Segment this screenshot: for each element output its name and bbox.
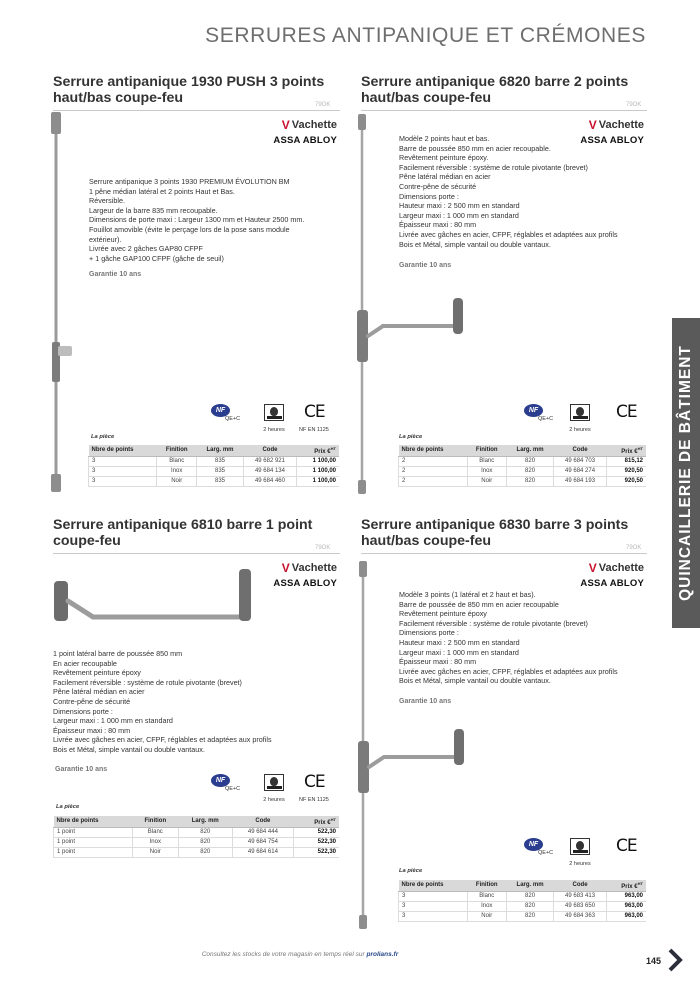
certifications — [524, 404, 644, 438]
cell-finition: Noir — [133, 847, 179, 857]
bottom-bolt-housing — [51, 474, 61, 492]
top-bolt-housing — [358, 114, 366, 130]
fire-resistance-icon — [264, 404, 284, 421]
product-title — [53, 74, 324, 106]
description-line: Épaisseur maxi : 80 mm — [399, 657, 477, 667]
price-table — [53, 816, 339, 858]
nf-logo-icon: NF — [211, 404, 230, 417]
table-row — [54, 837, 340, 847]
cell-code: 49 684 274 — [554, 466, 607, 476]
nf-sub-label: QE+C — [538, 416, 554, 422]
cell-code: 49 684 703 — [554, 456, 607, 466]
description-line: Livrée avec gâches en acier, CFPF, réglables et adaptées aux profils — [399, 666, 618, 676]
table-row — [89, 466, 340, 476]
nf-sub-label: QE+C — [225, 416, 241, 422]
product-description — [399, 590, 647, 686]
push-bar — [68, 601, 239, 617]
table-row — [54, 847, 340, 857]
cell-code: 49 684 134 — [244, 466, 297, 476]
product-title-line1: Serrure antipanique 6830 barre 3 points — [361, 517, 629, 533]
col-price — [296, 445, 339, 456]
description-line: Contre-pêne de sécurité — [53, 696, 131, 706]
description-line: Dimensions porte : — [399, 191, 459, 201]
certifications — [211, 404, 341, 438]
product-6810 — [53, 517, 340, 867]
col-width: Larg. mm — [196, 445, 243, 456]
col-price-label: Prix € — [314, 448, 331, 455]
description-line: 1 pêne médian latéral et 2 points Haut et Bas. — [89, 186, 235, 196]
top-bolt-housing — [51, 112, 61, 134]
cell-points: 1 point — [54, 827, 133, 837]
arrow-chevron — [670, 950, 680, 970]
col-price — [293, 816, 339, 827]
table-row — [399, 466, 647, 476]
cell-price: 522,30 — [293, 827, 339, 837]
description-line: Contre-pêne de sécurité — [399, 181, 477, 191]
code-mark: 79OK — [626, 545, 642, 551]
description-line: Livrée avec gâches en acier, CFPF, réglables et adaptées aux profils — [53, 735, 272, 745]
table-row — [54, 827, 340, 837]
category-side-tab — [672, 318, 700, 628]
brand-name: Vachette — [598, 562, 644, 574]
cell-price: 522,30 — [293, 837, 339, 847]
description-line: Réversible. — [89, 196, 125, 206]
cell-code: 49 684 614 — [232, 847, 293, 857]
vachette-v-icon: V — [281, 118, 290, 132]
product-title-line2: haut/bas coupe-feu — [361, 90, 492, 106]
product-title-line2: haut/bas coupe-feu — [361, 533, 492, 549]
col-code: Code — [554, 880, 607, 891]
description-line: Pêne latéral médian en acier — [399, 172, 491, 182]
brand-group: ASSA ABLOY — [273, 135, 337, 146]
table-header-row — [54, 816, 340, 827]
table-header-row — [399, 880, 647, 891]
description-line: Hauteur maxi : 2 500 mm en standard — [399, 637, 520, 647]
description-line: Livrée avec gâches en acier, CFPF, réglables et adaptées aux profils — [399, 229, 618, 239]
product-title — [361, 74, 628, 106]
description-line: Modèle 3 points (1 latéral et 2 haut et bas). — [399, 590, 536, 599]
cell-finition: Noir — [467, 476, 506, 486]
cell-price: 1 100,00 — [296, 456, 339, 466]
col-price — [606, 445, 646, 456]
description-line: Facilement réversible : système de rotule pivotante (brevet) — [399, 618, 588, 628]
col-finition: Finition — [157, 445, 196, 456]
description-line: Bois et Métal, simple vantail ou double vantaux. — [399, 676, 551, 686]
table-row — [399, 901, 647, 911]
product-description — [399, 134, 647, 249]
description-line: Largeur maxi : 1 000 mm en standard — [53, 716, 173, 726]
nf-logo-icon: NF — [524, 404, 543, 417]
cell-width: 820 — [507, 466, 554, 476]
bottom-bolt-housing — [359, 915, 367, 929]
table-row — [399, 456, 647, 466]
cell-finition: Inox — [467, 466, 506, 476]
antipanic-6810-illustration — [53, 567, 253, 637]
brand-name: Vachette — [598, 119, 644, 131]
description-line: + 1 gâche GAP100 CFPF (gâche de seuil) — [89, 253, 224, 263]
col-price-sup: HT — [330, 816, 336, 822]
col-points: Nbre de points — [89, 445, 157, 456]
table-header-row — [399, 445, 647, 456]
cell-points: 3 — [89, 476, 157, 486]
vachette-v-icon: V — [588, 118, 597, 132]
cell-code: 49 683 413 — [554, 891, 607, 901]
cell-points: 3 — [399, 901, 468, 911]
description-line: Bois et Métal, simple vantail ou double vantaux. — [399, 239, 551, 249]
standard-label: NF EN 1125 — [299, 797, 329, 803]
product-title-line2: haut/bas coupe-feu — [53, 90, 184, 106]
cell-width: 820 — [178, 847, 232, 857]
cell-width: 820 — [507, 901, 554, 911]
unit-label: La pièce — [399, 868, 423, 874]
col-price-label: Prix € — [314, 819, 331, 826]
code-mark: 79OK — [315, 102, 331, 108]
fire-duration-label: 2 heures — [263, 797, 285, 803]
product-description — [89, 177, 339, 263]
cell-finition: Noir — [157, 476, 196, 486]
fire-resistance-icon — [570, 404, 590, 421]
cell-price: 963,00 — [606, 911, 646, 921]
cell-width: 820 — [507, 476, 554, 486]
vachette-v-icon: V — [281, 561, 290, 575]
col-finition: Finition — [467, 880, 506, 891]
description-line: Facilement réversible : système de rotule pivotante (brevet) — [399, 162, 588, 172]
product-6830 — [361, 517, 647, 937]
col-price-label: Prix € — [621, 883, 638, 890]
title-divider — [361, 110, 647, 111]
cell-price: 963,00 — [606, 901, 646, 911]
col-price — [606, 880, 646, 891]
cell-points: 2 — [399, 466, 468, 476]
description-line: Fouillot amovible (évite le perçage lors de la pose sans module — [89, 224, 290, 234]
cell-points: 3 — [399, 891, 468, 901]
cell-finition: Blanc — [467, 891, 506, 901]
unit-label: La pièce — [56, 804, 80, 810]
code-mark: 79OK — [626, 102, 642, 108]
table-row — [399, 476, 647, 486]
unit-label: La pièce — [91, 434, 115, 440]
cell-finition: Inox — [157, 466, 196, 476]
brand-group: ASSA ABLOY — [273, 578, 337, 589]
guarantee-text: Garantie 10 ans — [55, 766, 108, 773]
push-bar — [369, 757, 460, 767]
col-code: Code — [244, 445, 297, 456]
description-line: Facilement réversible : système de rotule pivotante (brevet) — [53, 677, 242, 687]
product-6820 — [361, 74, 647, 494]
table-row — [89, 476, 340, 486]
nf-logo-icon: NF — [211, 774, 230, 787]
product-title-line1: Serrure antipanique 6820 barre 2 points — [361, 74, 629, 90]
cell-price: 815,12 — [606, 456, 646, 466]
col-price-sup: HT — [637, 880, 643, 886]
description-line: Livrée avec 2 gâches GAP80 CFPF — [89, 244, 203, 254]
code-mark: 79OK — [315, 545, 331, 551]
cell-points: 1 point — [54, 847, 133, 857]
cell-code: 49 684 460 — [244, 476, 297, 486]
certifications — [211, 774, 341, 808]
col-finition: Finition — [467, 445, 506, 456]
description-line: Dimensions porte : — [399, 628, 459, 638]
bottom-bolt-housing — [358, 480, 366, 494]
push-bar-end — [58, 346, 72, 356]
cell-code: 49 684 193 — [554, 476, 607, 486]
nf-sub-label: QE+C — [225, 786, 241, 792]
cell-width: 835 — [196, 456, 243, 466]
description-line: Dimensions de porte maxi : Largeur 1300 mm et Hauteur 2500 mm. — [89, 215, 305, 225]
cell-width: 835 — [196, 466, 243, 476]
ce-mark-icon: CE — [616, 402, 637, 422]
footer-link[interactable]: prolians.fr — [366, 951, 399, 958]
description-line: Largeur maxi : 1 000 mm en standard — [399, 210, 519, 220]
col-code: Code — [554, 445, 607, 456]
description-line: En acier recoupable — [53, 658, 117, 668]
title-divider — [53, 553, 340, 554]
cell-width: 820 — [507, 911, 554, 921]
nf-sub-label: QE+C — [538, 850, 554, 856]
cell-points: 1 point — [54, 837, 133, 847]
description-line: Serrure antipanique 3 points 1930 PREMIUM ÉVOLUTION BM — [89, 177, 290, 186]
cell-price: 920,50 — [606, 476, 646, 486]
antipanic-1930-illustration — [49, 112, 75, 494]
description-line: Largeur de la barre 835 mm recoupable. — [89, 205, 218, 215]
next-page-arrow-icon[interactable] — [668, 948, 684, 972]
cell-width: 820 — [507, 891, 554, 901]
product-title — [53, 517, 312, 549]
col-price-sup: HT — [637, 445, 643, 451]
description-line: Pêne latéral médian en acier — [53, 687, 145, 697]
description-line: Bois et Métal, simple vantail ou double vantaux. — [53, 744, 205, 754]
col-points: Nbre de points — [54, 816, 133, 827]
cell-code: 49 684 444 — [232, 827, 293, 837]
brand-logo — [257, 118, 337, 146]
description-line: Épaisseur maxi : 80 mm — [399, 220, 477, 230]
description-line: Épaisseur maxi : 80 mm — [53, 725, 131, 735]
product-title-line1: Serrure antipanique 1930 PUSH 3 points — [53, 74, 325, 90]
col-points: Nbre de points — [399, 445, 468, 456]
table-row — [399, 891, 647, 901]
vachette-v-icon: V — [588, 561, 597, 575]
cell-width: 820 — [178, 837, 232, 847]
guarantee-text: Garantie 10 ans — [399, 698, 452, 705]
title-divider — [53, 110, 340, 111]
description-line: Hauteur maxi : 2 500 mm en standard — [399, 201, 520, 211]
cell-finition: Blanc — [157, 456, 196, 466]
col-finition: Finition — [133, 816, 179, 827]
description-line: Revêtement peinture époxy — [399, 609, 487, 619]
description-line: Modèle 2 points haut et bas. — [399, 134, 490, 143]
product-title — [361, 517, 628, 549]
standard-label: NF EN 1125 — [299, 427, 329, 433]
price-table — [398, 880, 646, 922]
description-line: 1 point latéral barre de poussée 850 mm — [53, 649, 183, 658]
cell-code: 49 682 921 — [244, 456, 297, 466]
cell-price: 1 100,00 — [296, 476, 339, 486]
product-title-line1: Serrure antipanique 6810 barre 1 point — [53, 517, 313, 533]
description-line: Dimensions porte : — [53, 706, 113, 716]
description-line: Revêtement peinture époxy. — [399, 153, 489, 163]
cell-width: 820 — [507, 456, 554, 466]
col-width: Larg. mm — [178, 816, 232, 827]
bar-end-cap — [239, 569, 251, 621]
cell-price: 522,30 — [293, 847, 339, 857]
push-bar — [368, 326, 459, 336]
cell-finition: Blanc — [133, 827, 179, 837]
table-row — [89, 456, 340, 466]
brand-group: ASSA ABLOY — [580, 135, 644, 146]
cell-price: 920,50 — [606, 466, 646, 476]
product-description — [53, 649, 339, 755]
cell-code: 49 683 650 — [554, 901, 607, 911]
cell-points: 2 — [399, 476, 468, 486]
title-divider — [361, 553, 647, 554]
brand-logo — [257, 561, 337, 589]
bar-end-cap — [454, 729, 464, 765]
product-1930 — [53, 74, 340, 494]
price-table — [398, 445, 646, 487]
cell-width: 835 — [196, 476, 243, 486]
cell-price: 963,00 — [606, 891, 646, 901]
col-price-sup: HT — [330, 445, 336, 451]
cell-points: 3 — [399, 911, 468, 921]
product-title-line2: coupe-feu — [53, 533, 121, 549]
unit-label: La pièce — [399, 434, 423, 440]
ce-mark-icon: CE — [304, 402, 325, 422]
col-code: Code — [232, 816, 293, 827]
bar-end-cap — [453, 298, 463, 334]
cell-code: 49 684 363 — [554, 911, 607, 921]
page-number: 145 — [646, 956, 662, 966]
brand-name: Vachette — [291, 562, 337, 574]
description-line: Barre de poussée 850 mm en acier recoupable. — [399, 143, 551, 153]
brand-logo — [564, 561, 644, 589]
price-table — [88, 445, 339, 487]
fire-resistance-icon — [570, 838, 590, 855]
footer-note — [0, 951, 600, 958]
top-bolt-housing — [359, 561, 367, 577]
description-line: Largeur maxi : 1 000 mm en standard — [399, 647, 519, 657]
fire-duration-label: 2 heures — [263, 427, 285, 433]
table-header-row — [89, 445, 340, 456]
page-title: SERRURES ANTIPANIQUE ET CRÉMONES — [205, 24, 646, 47]
col-width: Larg. mm — [507, 445, 554, 456]
fire-resistance-icon — [264, 774, 284, 791]
guarantee-text: Garantie 10 ans — [89, 271, 142, 278]
cell-finition: Noir — [467, 911, 506, 921]
category-label: QUINCAILLERIE DE BÂTIMENT — [677, 345, 694, 601]
ce-mark-icon: CE — [304, 772, 325, 792]
guarantee-text: Garantie 10 ans — [399, 262, 452, 269]
ce-mark-icon: CE — [616, 836, 637, 856]
col-price-label: Prix € — [621, 448, 638, 455]
brand-group: ASSA ABLOY — [580, 578, 644, 589]
description-line: Barre de poussée de 850 mm en acier recoupable — [399, 599, 559, 609]
cell-width: 820 — [178, 827, 232, 837]
cell-points: 3 — [89, 466, 157, 476]
table-row — [399, 911, 647, 921]
cell-finition: Inox — [467, 901, 506, 911]
description-line: extérieur). — [89, 234, 122, 244]
fire-duration-label: 2 heures — [569, 427, 591, 433]
col-width: Larg. mm — [507, 880, 554, 891]
cell-finition: Blanc — [467, 456, 506, 466]
brand-name: Vachette — [291, 119, 337, 131]
description-line: Revêtement peinture époxy — [53, 668, 141, 678]
cell-finition: Inox — [133, 837, 179, 847]
cell-code: 49 684 754 — [232, 837, 293, 847]
nf-logo-icon: NF — [524, 838, 543, 851]
fire-duration-label: 2 heures — [569, 861, 591, 867]
footer-text: Consultez les stocks de votre magasin en temps réel sur — [201, 951, 367, 958]
cell-points: 2 — [399, 456, 468, 466]
col-points: Nbre de points — [399, 880, 468, 891]
cell-points: 3 — [89, 456, 157, 466]
cell-price: 1 100,00 — [296, 466, 339, 476]
certifications — [524, 838, 644, 872]
